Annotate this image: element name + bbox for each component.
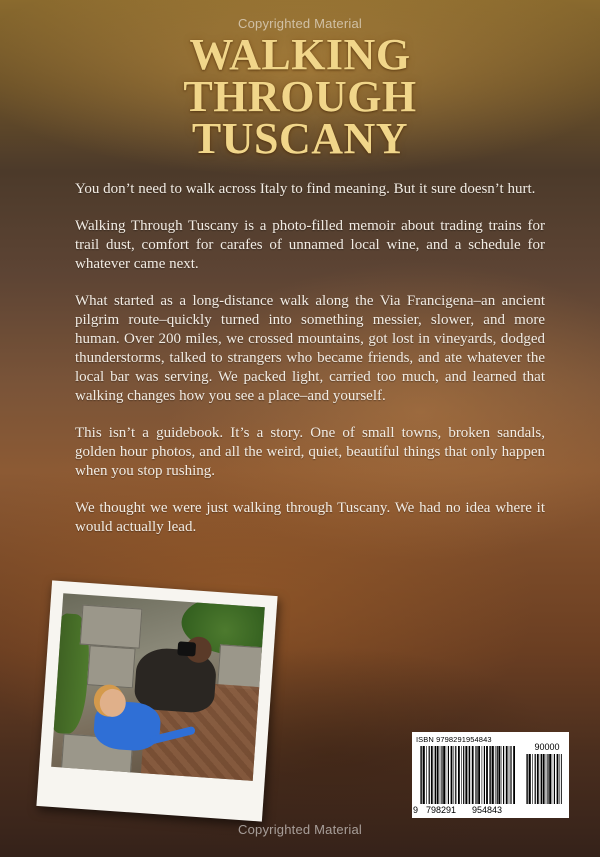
blurb-paragraph-4: This isn’t a guidebook. It’s a story. One of small towns, broken sandals, golden hour photos, and all the weird, quiet, beautiful things that only happen when you stop rushing. xyxy=(75,425,545,479)
barcode-bars xyxy=(420,746,516,804)
polaroid-photo xyxy=(36,580,277,821)
title-line-1: WALKING xyxy=(189,30,411,79)
barcode-digits-right: 954843 xyxy=(472,805,503,815)
barcode-addon-bars xyxy=(526,754,562,804)
back-cover-blurb xyxy=(75,180,545,537)
isbn-barcode xyxy=(412,732,569,818)
stone-block xyxy=(80,605,143,649)
barcode-addon-number: 90000 xyxy=(534,742,560,752)
selfie-photo xyxy=(51,593,265,781)
stone-block xyxy=(87,645,136,688)
blurb-paragraph-1: You don’t need to walk across Italy to find meaning. But it sure doesn’t hurt. xyxy=(75,181,536,197)
watermark-bottom: Copyrighted Material xyxy=(238,822,362,837)
blurb-paragraph-2: Walking Through Tuscany is a photo-filled memoir about trading trains for trail dust, comfort for carafes of unnamed local wine, and a schedule for whatever came next. xyxy=(75,218,545,272)
isbn-label: ISBN 9798291954843 xyxy=(416,735,492,744)
watermark-top: Copyrighted Material xyxy=(238,16,362,31)
camera-icon xyxy=(177,641,196,656)
book-title xyxy=(0,30,600,163)
blurb-paragraph-3: What started as a long-distance walk along the Via Francigena–an ancient pilgrim route–quickly turned into something messier, slower, and more human. Over 200 miles, we crossed mountains, got lost in vineyards, dodged thunderstorms, talked to strangers who became friends, and ate whatever the local bar was serving. We packed light, carried too much, and learned that walking changes how you see a place–and yourself. xyxy=(75,293,545,404)
barcode-digits-left: 798291 xyxy=(426,805,457,815)
title-line-3: TUSCANY xyxy=(191,114,409,163)
barcode-digit-lead: 9 xyxy=(413,805,419,815)
title-line-2: THROUGH xyxy=(183,72,417,121)
blurb-paragraph-5: We thought we were just walking through Tuscany. We had no idea where it would actually lead. xyxy=(75,500,545,535)
